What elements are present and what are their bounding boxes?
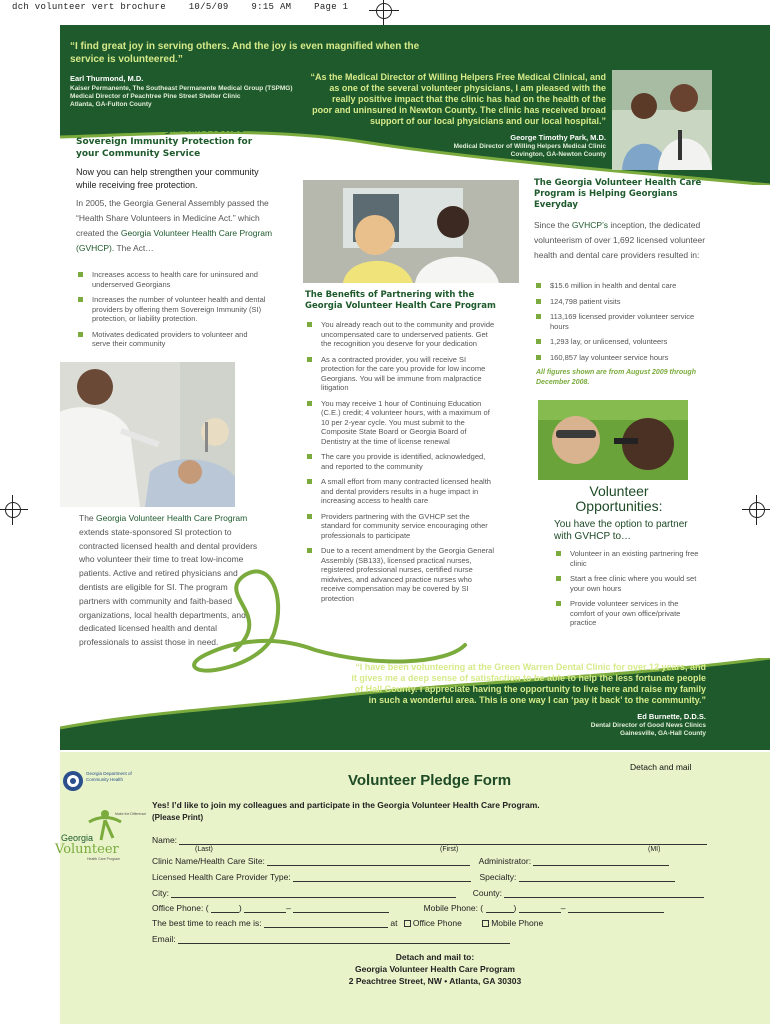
mail-to-org: Georgia Volunteer Health Care Program: [355, 964, 515, 974]
mobile-phone-label: Mobile Phone: (: [423, 903, 484, 913]
mobile-phone-checkbox[interactable]: [482, 920, 489, 927]
right-paragraph-tail: inception, the dedicated volunteerism of over 1,692 licensed volunteer health and dental care providers resulted in:: [534, 220, 706, 260]
office-phone-label: Office Phone: (: [152, 903, 209, 913]
mobile-phone-option: Mobile Phone: [491, 918, 544, 928]
bottom-quote-name: Ed Burnette, D.D.S.: [637, 712, 706, 721]
registration-mark-left: [0, 495, 28, 525]
gvhcp-logo-tag: Make the Difference: [115, 812, 147, 816]
middle-heading: The Benefits of Partnering with the Georgia Volunteer Health Care Program: [305, 290, 496, 311]
left-paragraph-text: In 2005, the Georgia General Assembly passed the “Health Share Volunteers in Medicine Act.” which created the: [76, 198, 269, 238]
right-paragraph-text: Since the: [534, 220, 572, 230]
bottom-quote-line: Gainesville, GA-Hall County: [620, 730, 706, 737]
county-input[interactable]: [504, 889, 704, 898]
best-time-row: [152, 918, 543, 928]
county-label: County:: [472, 888, 503, 898]
program-name-link: Georgia Volunteer Health Care Program: [96, 513, 248, 523]
doctor-exam-photo: [538, 400, 688, 480]
email-label: Email:: [152, 934, 176, 944]
right-quote-line: Medical Director of Willing Helpers Medical Clinic: [453, 143, 606, 150]
dentist-photo: [60, 362, 235, 507]
figures-note: All figures shown are from August 2009 through December 2008.: [536, 369, 696, 386]
last-sublabel: (Last): [195, 846, 213, 853]
office-phone-line-input[interactable]: [293, 904, 389, 913]
name-sublabels: [440, 846, 458, 853]
right-quote-line: Covington, GA-Newton County: [510, 151, 606, 158]
mobile-phone-area-input[interactable]: [486, 904, 514, 913]
pledge-form-title: Volunteer Pledge Form: [348, 772, 512, 789]
email-row: [152, 934, 510, 944]
office-phone-checkbox[interactable]: [404, 920, 411, 927]
gvhcp-logo: [55, 808, 150, 860]
office-phone-area-input[interactable]: [211, 904, 239, 913]
list-item: 124,798 patient visits: [534, 297, 709, 307]
name-sublabels: [195, 846, 213, 853]
list-item: $15.6 million in health and dental care: [534, 281, 709, 291]
pledge-intro: Yes! I’d like to join my colleagues and participate in the Georgia Volunteer Health Care Program.: [152, 800, 540, 810]
list-item: Volunteer in an existing partnering free clinic: [554, 549, 704, 568]
please-print: (Please Print): [152, 813, 204, 822]
best-time-input[interactable]: [264, 919, 388, 928]
dch-seal-icon: [62, 770, 84, 792]
city-label: City:: [152, 888, 169, 898]
left-lower-text: The: [79, 513, 97, 523]
bottom-quote: [350, 662, 706, 738]
gvhcp-logo-title: Georgia: [61, 833, 94, 843]
list-item: Provide volunteer services in the comfort of your own office/private practice: [554, 599, 704, 628]
opportunities-subtitle: You have the option to partner with GVHCP to…: [554, 519, 688, 542]
list-item: Motivates dedicated providers to volunteer and serve their community: [76, 330, 266, 349]
mi-sublabel: (MI): [648, 846, 661, 853]
opportunities-title: Volunteer Opportunities:: [575, 483, 663, 514]
middle-bullet-list: [305, 320, 497, 609]
name-sublabels: [648, 846, 660, 853]
list-item: As a contracted provider, you will receive SI protection for the care you provide for low income Georgians. You will be immune from malpractice litigation: [305, 355, 497, 393]
list-item: Providers partnering with the GVHCP set the standard for community service encouraging other professionals to participate: [305, 512, 497, 541]
at-label: at: [390, 918, 398, 928]
license-input[interactable]: [293, 873, 471, 882]
first-sublabel: (First): [440, 846, 459, 853]
list-item: Due to a recent amendment by the Georgia General Assembly (SB133), licensed practical nurses, registered professional nurses, certified nurse midwives, and advanced practice nurses who receive compensation may be covered by SI protection: [305, 546, 497, 603]
clinic-input[interactable]: [267, 857, 470, 866]
mobile-phone-prefix-input[interactable]: [519, 904, 561, 913]
mail-to-block: [300, 951, 570, 987]
dch-logo: [62, 768, 142, 796]
administrator-label: Administrator:: [478, 856, 532, 866]
list-item: 1,293 lay, or unlicensed, volunteers: [534, 337, 709, 347]
list-item: Increases access to health care for uninsured and underserved Georgians: [76, 270, 266, 289]
mail-to-heading: Detach and mail to:: [395, 952, 475, 962]
list-item: You may receive 1 hour of Continuing Education (C.E.) credit; 4 volunteer hours, with a maximum of 10 per 2-year cycle. You must submit to the Composite State Board or Georgia Board of Dentistry at the time of license renewal: [305, 399, 497, 447]
opportunities-list: [554, 549, 704, 634]
program-name-link: Georgia Volunteer Health Care Program (GVHCP).: [76, 228, 273, 253]
bottom-quote-line: Dental Director of Good News Clinics: [590, 722, 706, 729]
clinic-label: Clinic Name/Health Care Site:: [152, 856, 265, 866]
license-label: Licensed Health Care Provider Type:: [152, 872, 291, 882]
dch-logo-text: Georgia Department of Community Health: [86, 771, 132, 782]
gvhcp-logo-title: Volunteer: [55, 842, 119, 857]
list-item: Start a free clinic where you would set your own hours: [554, 574, 704, 593]
left-heading: The state of Georgia Can Provide Sovereign Immunity Protection for your Community Service: [76, 125, 253, 159]
name-row: [152, 835, 707, 845]
top-quote-line: Atlanta, GA-Fulton County: [70, 101, 152, 108]
city-input[interactable]: [171, 889, 456, 898]
registration-mark-top: [369, 0, 399, 26]
list-item: 160,857 lay volunteer service hours: [534, 353, 709, 363]
list-item: You already reach out to the community and provide uncompensated care to underserved patients. Get the recognition you deserve for your dedication: [305, 320, 497, 349]
right-quote: [310, 72, 606, 159]
mobile-phone-line-input[interactable]: [568, 904, 664, 913]
mail-to-address: 2 Peachtree Street, NW • Atlanta, GA 30303: [348, 976, 522, 986]
left-lower-tail: extends state-sponsored SI protection to contracted licensed health and dental providers who volunteer their time to treat low-income patients. Active and retired physicians and dentists are eligible for SI. The program partners with community and faith-based organizations, local health departments, and dedicated licensed health and dental professionals to assist those in need.: [79, 526, 258, 648]
bottom-quote-text: “I have been volunteering at the Green Warren Dental Clinic for over 12 years, and it gives me a deep sense of satisfaction to be able to help the less fortunate people of Hall County. I appreciate having the opportunity to live here and raise my family in such a wonderful area. This is one way I can ‘pay it back’ to the community.”: [351, 662, 706, 705]
administrator-input[interactable]: [533, 857, 669, 866]
right-heading: The Georgia Volunteer Health Care Program is Helping Georgians Everyday: [534, 178, 702, 210]
clinic-row: [152, 856, 669, 866]
list-item: Increases the number of volunteer health and dental providers by offering them Sovereign Immunity (SI) protection, or liability protection.: [76, 295, 266, 324]
left-intro: Now you can help strengthen your community while receiving free protection.: [76, 167, 259, 190]
list-item: A small effort from many contracted licensed health and dental providers results in a huge impact in increasing access to health care: [305, 477, 497, 506]
best-time-label: The best time to reach me is:: [152, 918, 262, 928]
doctor-xray-photo: [303, 180, 519, 283]
right-quote-name: George Timothy Park, M.D.: [510, 133, 606, 142]
right-stats-list: [534, 281, 709, 368]
name-label: Name:: [152, 835, 178, 845]
detach-label: Detach and mail: [630, 762, 692, 772]
print-header: dch volunteer vert brochure 10/5/09 9:15 AM Page 1: [12, 2, 349, 12]
doctor-nurse-photo: [612, 70, 712, 170]
city-row: [152, 888, 704, 898]
right-quote-text: “As the Medical Director of Willing Helpers Free Medical Clinical, and as one of the several volunteer physicians, I am pleased with the really positive impact that the clinic has had on the health of the poor and uninsured in Newton County. The clinic has received broad support of our local physicians and our local hospital.”: [310, 72, 606, 126]
left-paragraph-tail: The Act…: [114, 243, 154, 253]
email-input[interactable]: [178, 935, 510, 944]
specialty-label: Specialty:: [479, 872, 517, 882]
left-bullet-list: [76, 270, 266, 355]
list-item: 113,169 licensed provider volunteer service hours: [534, 312, 709, 331]
registration-mark-right: [742, 495, 770, 525]
license-row: [152, 872, 675, 882]
top-quote-text: “I find great joy in serving others. And the joy is even magnified when the service is volunteered.”: [70, 41, 420, 65]
gvhcp-link: GVHCP’s: [571, 220, 609, 230]
left-paragraph: [76, 196, 276, 256]
name-input[interactable]: [179, 836, 707, 845]
office-phone-prefix-input[interactable]: [244, 904, 286, 913]
specialty-input[interactable]: [519, 873, 675, 882]
phone-row: Office Phone: ( ) – Mobile Phone: ( ) –: [152, 903, 664, 913]
gvhcp-logo-sub: Health Care Program: [87, 857, 121, 861]
top-quote-line: Medical Director of Peachtree Pine Street Shelter Clinic: [70, 93, 241, 100]
top-quote-name: Earl Thurmond, M.D.: [70, 74, 144, 83]
office-phone-option: Office Phone: [412, 918, 462, 928]
right-paragraph: [534, 218, 706, 263]
list-item: The care you provide is identified, acknowledged, and reported to the community: [305, 452, 497, 471]
top-quote-line: Kaiser Permanente, The Southeast Permanente Medical Group (TSPMG): [70, 85, 293, 92]
